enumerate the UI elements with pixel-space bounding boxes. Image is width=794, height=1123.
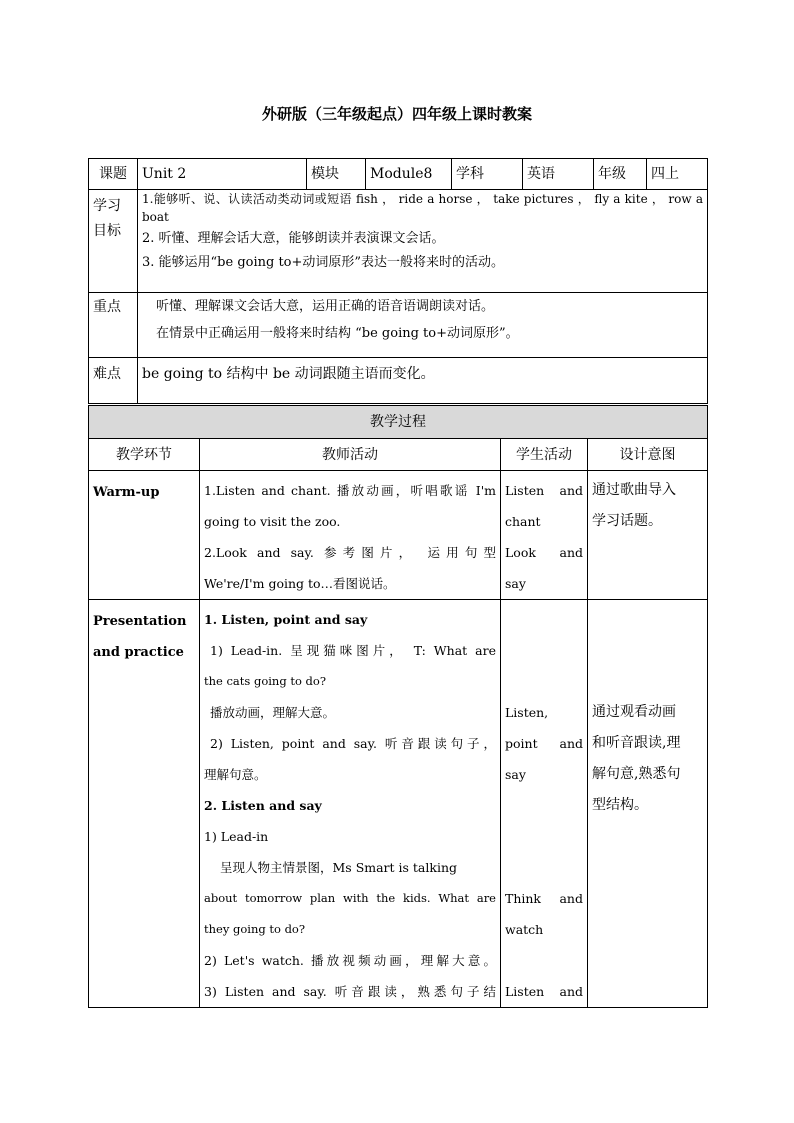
key-point-1: 听懂、理解课文会话大意，运用正确的语音语调朗读对话。 (156, 299, 495, 314)
warmup-intent-line: 学习话题。 (592, 513, 662, 529)
presentation-student-line: watch (505, 922, 544, 937)
warmup-teacher-line: 2.Look and say. 参考图片， 运用句型 (204, 545, 496, 560)
col-header-teacher: 教师活动 (200, 439, 501, 471)
key-point-2: 在情景中正确运用一般将来时结构 “be going to+动词原形”。 (156, 326, 519, 341)
col-header-stage: 教学环节 (89, 439, 200, 471)
grade-label: 年级 (594, 159, 647, 190)
col-header-intent: 设计意图 (588, 439, 708, 471)
key-points-cell (138, 293, 708, 358)
presentation-intent-line: 和听音跟读,理 (592, 735, 681, 751)
module-value: Module8 (366, 159, 452, 190)
objective-1: 1.能够听、说、认读活动类动词或短语 fish ， ride a horse ， take pictures ， fly a kite ， row a boat (142, 192, 703, 224)
presentation-intent-cell (588, 600, 708, 1008)
table-row (89, 600, 708, 1008)
key-label: 重点 (89, 293, 138, 358)
warmup-intent-line: 通过歌曲导入 (592, 482, 676, 498)
presentation-intent-line: 通过观看动画 (592, 704, 676, 720)
grade-value: 四上 (647, 159, 708, 190)
stage-warmup: Warm-up (89, 471, 200, 600)
module-label: 模块 (307, 159, 366, 190)
warmup-student-line: chant (505, 514, 541, 529)
topic-label: 课题 (89, 159, 138, 190)
warmup-teacher-line: 1.Listen and chant. 播放动画，听唱歌谣 I'm (204, 483, 496, 498)
presentation-student-cell (501, 600, 588, 1008)
col-header-student: 学生活动 (501, 439, 588, 471)
presentation-student-line: say (505, 767, 526, 782)
difficulty-value: be going to 结构中 be 动词跟随主语而变化。 (138, 358, 708, 404)
presentation-student-line: Listen and (505, 984, 583, 999)
warmup-student-line: say (505, 576, 526, 591)
presentation-intent-line: 型结构。 (592, 797, 648, 813)
warmup-teacher-cell (200, 471, 501, 600)
presentation-teacher-line: 2) Listen, point and say. 听音跟读句子， (210, 736, 496, 751)
presentation-teacher-cell (200, 600, 501, 1008)
teaching-process-table (88, 405, 708, 1008)
presentation-teacher-line: 3) Listen and say. 听音跟读，熟悉句子结 (204, 984, 496, 999)
warmup-student-cell (501, 471, 588, 600)
subject-label: 学科 (452, 159, 523, 190)
presentation-teacher-line: about tomorrow plan with the kids. What are (204, 891, 496, 905)
presentation-teacher-line: 呈现人物主情景图，Ms Smart is talking (220, 860, 458, 875)
stage-presentation (89, 600, 200, 1008)
warmup-teacher-line: We're/I'm going to…看图说话。 (204, 576, 396, 591)
presentation-teacher-line: 1. Listen, point and say (204, 612, 368, 627)
lesson-info-table (88, 158, 708, 404)
stage-presentation-line-2: and practice (93, 645, 184, 660)
warmup-student-line: Listen and (505, 483, 583, 498)
warmup-intent-cell (588, 471, 708, 600)
presentation-teacher-line: 2) Let's watch. 播放视频动画，理解大意。 (204, 953, 496, 968)
objectives-label: 学习目标 (89, 190, 138, 293)
presentation-student-line: point and (505, 736, 583, 751)
subject-value: 英语 (523, 159, 594, 190)
warmup-student-line: Look and (505, 545, 583, 560)
presentation-teacher-line: the cats going to do? (204, 674, 327, 688)
presentation-student-line: Think and (505, 891, 583, 906)
section-title: 教学过程 (89, 406, 708, 439)
presentation-student-line: Listen, (505, 705, 549, 720)
presentation-teacher-line: they going to do? (204, 922, 306, 936)
warmup-teacher-line: going to visit the zoo. (204, 514, 341, 529)
difficulty-label: 难点 (89, 358, 138, 404)
topic-value: Unit 2 (138, 159, 307, 190)
presentation-intent-line: 解句意,熟悉句 (592, 766, 681, 782)
table-row (89, 471, 708, 600)
objective-3: 3. 能够运用“be going to+动词原形”表达一般将来时的活动。 (142, 255, 505, 270)
presentation-teacher-line: 1) Lead-in. 呈现猫咪图片， T: What are (210, 643, 496, 658)
presentation-teacher-line: 1) Lead-in (204, 829, 269, 844)
stage-presentation-line-1: Presentation (93, 614, 187, 629)
presentation-teacher-line: 理解句意。 (204, 767, 267, 782)
objective-2: 2. 听懂、理解会话大意，能够朗读并表演课文会话。 (142, 231, 445, 246)
presentation-teacher-line: 2. Listen and say (204, 798, 322, 813)
presentation-teacher-line: 播放动画，理解大意。 (210, 705, 336, 720)
objectives-cell (138, 190, 708, 293)
page-title: 外研版（三年级起点）四年级上课时教案 (261, 105, 532, 123)
